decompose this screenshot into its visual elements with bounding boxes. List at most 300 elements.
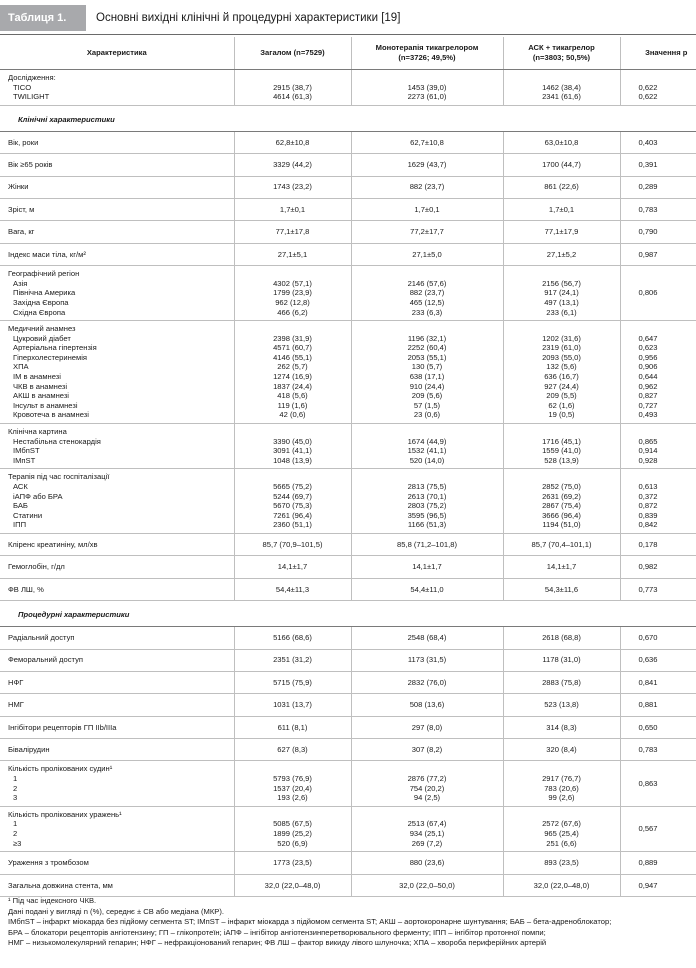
table-row-group (0, 70, 696, 106)
value-line: 0,842 (638, 520, 658, 530)
total-cell (234, 424, 351, 469)
table-row (0, 694, 696, 716)
table-row-group (0, 806, 696, 851)
value-line: 23 (0,6) (413, 410, 441, 420)
p-value-cell: 0,783 (620, 739, 696, 761)
col-header-characteristic: Характеристика (0, 37, 234, 70)
value-line: 934 (25,1) (409, 829, 445, 839)
value-line: 1202 (31,6) (542, 333, 581, 343)
dual-therapy-cell: 54,3±11,6 (503, 578, 620, 600)
value-line: 2867 (75,4) (542, 501, 581, 511)
value-line (352, 472, 503, 482)
row-label-line: Терапія під час госпіталізації (8, 472, 110, 482)
total-cell: 54,4±11,3 (234, 578, 351, 600)
row-label: Вага, кг (0, 221, 234, 243)
value-line: 0,623 (638, 343, 658, 353)
value-line (352, 427, 503, 437)
value-line: 0,647 (638, 333, 658, 343)
table-row (0, 533, 696, 555)
table-row (0, 627, 696, 649)
p-value-cell: 0,881 (620, 694, 696, 716)
value-line: 2252 (60,4) (407, 343, 447, 353)
value-line: 0,872 (638, 501, 658, 511)
row-label-line: АСК (13, 482, 28, 491)
dual-therapy-cell: 1700 (44,7) (503, 154, 620, 176)
monotherapy-cell: 1629 (43,7) (351, 154, 503, 176)
row-label-line: ≥3 (13, 838, 22, 848)
table-row-group (0, 266, 696, 321)
table-row (0, 176, 696, 198)
dual-therapy-cell: 85,7 (70,4–101,1) (503, 533, 620, 555)
col-header-monotherapy: Монотерапія тикагрелором (n=3726; 49,5%) (351, 37, 503, 70)
value-line: 965 (25,4) (544, 829, 579, 839)
monotherapy-cell: 1,7±0,1 (351, 198, 503, 220)
value-line: 233 (6,1) (546, 307, 577, 317)
row-label-line: Інсульт в анамнезі (13, 400, 78, 410)
value-line (352, 269, 503, 279)
value-line: 497 (13,1) (544, 297, 579, 307)
value-line: 57 (1,5) (413, 400, 441, 410)
p-value-cell: 0,636 (620, 649, 696, 671)
value-line (235, 269, 351, 279)
value-line: 5665 (75,2) (273, 482, 312, 491)
total-cell (234, 761, 351, 806)
total-cell: 62,8±10,8 (234, 131, 351, 153)
monotherapy-cell: 880 (23,6) (351, 852, 503, 874)
row-label-line: ІПП (13, 520, 27, 530)
value-line: 1837 (24,4) (273, 381, 312, 391)
table-row (0, 852, 696, 874)
p-value-cell: 0,650 (620, 716, 696, 738)
value-line: 910 (24,4) (409, 381, 445, 391)
table-row (0, 243, 696, 265)
table-body (0, 70, 696, 897)
row-label-line: Північна Америка (13, 288, 76, 298)
section-header-row (0, 601, 696, 627)
row-label: Жінки (0, 176, 234, 198)
value-line: 251 (6,6) (546, 838, 577, 848)
value-line: 2360 (51,1) (273, 520, 312, 530)
table-row (0, 578, 696, 600)
monotherapy-cell: 85,8 (71,2–101,8) (351, 533, 503, 555)
table-row (0, 874, 696, 896)
total-cell: 14,1±1,7 (234, 556, 351, 578)
dual-therapy-cell: 2883 (75,8) (503, 671, 620, 693)
row-label-line: TICO (13, 82, 32, 92)
row-label-line: Гіперхолестеринемія (13, 352, 88, 362)
value-line: 1799 (23,9) (273, 288, 312, 298)
dual-therapy-cell: 14,1±1,7 (503, 556, 620, 578)
p-value-cell (620, 469, 696, 534)
row-label: Гемоглобін, г/дл (0, 556, 234, 578)
value-line: 0,613 (638, 482, 658, 491)
value-line: 99 (2,6) (548, 793, 575, 803)
table-header (0, 0, 696, 36)
value-line: 4302 (57,1) (273, 278, 312, 288)
row-label (0, 321, 234, 424)
row-label-line: 2 (13, 829, 18, 839)
value-line: 1899 (25,2) (273, 829, 312, 839)
value-line: 0,914 (638, 446, 658, 456)
monotherapy-cell: 77,2±17,7 (351, 221, 503, 243)
monotherapy-cell (351, 70, 503, 106)
row-label-line: Клінічна картина (8, 427, 67, 437)
row-label-line: АКШ в анамнезі (13, 391, 69, 401)
dual-therapy-cell (503, 70, 620, 106)
dual-therapy-cell: 77,1±17,9 (503, 221, 620, 243)
table-row-group (0, 321, 696, 424)
row-label-line: 3 (13, 793, 18, 803)
row-label (0, 424, 234, 469)
dual-therapy-cell: 1,7±0,1 (503, 198, 620, 220)
value-line: 466 (6,2) (277, 307, 308, 317)
value-line: 2917 (76,7) (542, 774, 581, 784)
col-header-dual-therapy: АСК + тикагрелор (n=3803; 50,5%) (503, 37, 620, 70)
row-label: Зріст, м (0, 198, 234, 220)
table-row (0, 716, 696, 738)
value-line: 209 (5,5) (546, 391, 577, 401)
monotherapy-cell: 62,7±10,8 (351, 131, 503, 153)
table-row-group (0, 424, 696, 469)
value-line (235, 324, 351, 334)
value-line: 2053 (55,1) (407, 352, 447, 362)
row-label-line: 1 (13, 819, 18, 829)
table-number-tag: Таблиця 1. (0, 5, 86, 31)
monotherapy-cell: 882 (23,7) (351, 176, 503, 198)
col-header-total: Загалом (n=7529) (234, 37, 351, 70)
value-line: 1532 (41,1) (407, 446, 447, 456)
value-line: 2803 (75,2) (407, 501, 447, 511)
header-divider (0, 34, 696, 35)
value-line: 19 (0,5) (548, 410, 575, 420)
total-cell: 85,7 (70,9–101,5) (234, 533, 351, 555)
total-cell (234, 469, 351, 534)
monotherapy-cell: 14,1±1,7 (351, 556, 503, 578)
p-value-cell (620, 424, 696, 469)
row-label-line: Цукровий діабет (13, 333, 71, 343)
table-row (0, 198, 696, 220)
dual-therapy-cell (503, 424, 620, 469)
value-line: 0,962 (638, 381, 658, 391)
total-cell: 77,1±17,8 (234, 221, 351, 243)
table-title: Основні вихідні клінічні й процедурні характеристики [19] (96, 12, 401, 24)
characteristics-table (0, 37, 696, 897)
p-value-cell: 0,987 (620, 243, 696, 265)
monotherapy-cell: 508 (13,6) (351, 694, 503, 716)
row-label: Бівалірудин (0, 739, 234, 761)
value-line: 193 (2,6) (277, 793, 308, 803)
value-line: 520 (6,9) (277, 838, 308, 848)
value-line: 465 (12,5) (409, 297, 445, 307)
total-cell: 5715 (75,9) (234, 671, 351, 693)
dual-therapy-cell: 320 (8,4) (503, 739, 620, 761)
p-value-cell: 0,806 (620, 266, 696, 321)
value-line: 0,906 (638, 362, 658, 372)
footnote-line: НМГ – низькомолекулярний гепарин; НФГ – нефракціонований гепарин; ФВ ЛШ – фактор викиду лівого шлуночка; ХПА – хвороба периферійних артерій (8, 938, 547, 947)
value-line: 0,622 (638, 92, 658, 102)
monotherapy-cell (351, 469, 503, 534)
value-line: 3595 (96,5) (407, 510, 447, 520)
row-label-line: ІМбпST (13, 446, 40, 456)
footnote-line: ¹ Під час індексного ЧКВ. (8, 896, 97, 905)
value-line: 132 (5,6) (546, 362, 577, 372)
dual-therapy-cell (503, 469, 620, 534)
value-line: 0,727 (638, 400, 658, 410)
total-cell: 27,1±5,1 (234, 243, 351, 265)
p-value-cell: 0,403 (620, 131, 696, 153)
total-cell: 1743 (23,2) (234, 176, 351, 198)
table-row (0, 671, 696, 693)
value-line (352, 324, 503, 334)
table-row (0, 221, 696, 243)
value-line: 94 (2,5) (413, 793, 441, 803)
value-line: 2852 (75,0) (542, 482, 581, 491)
row-label-line: ХПА (13, 362, 29, 372)
total-cell: 5166 (68,6) (234, 627, 351, 649)
row-label: Індекс маси тіла, кг/м² (0, 243, 234, 265)
row-label: Вік, роки (0, 131, 234, 153)
monotherapy-cell: 27,1±5,0 (351, 243, 503, 265)
p-value-cell: 0,289 (620, 176, 696, 198)
total-cell: 32,0 (22,0–48,0) (234, 874, 351, 896)
value-line: 2613 (70,1) (407, 491, 447, 501)
value-line: 1462 (38,4) (542, 82, 581, 92)
value-line: 927 (24,4) (544, 381, 579, 391)
monotherapy-cell (351, 321, 503, 424)
value-line (352, 810, 503, 820)
value-line (504, 472, 620, 482)
p-value-cell: 0,178 (620, 533, 696, 555)
row-label-line: Дослідження: (8, 73, 56, 82)
p-value-cell: 0,982 (620, 556, 696, 578)
value-line (235, 764, 351, 774)
value-line: 4146 (55,1) (273, 352, 312, 362)
value-line (639, 73, 696, 83)
row-label: Інгібітори рецепторів ГП IIb/IIIa (0, 716, 234, 738)
value-line (235, 472, 351, 482)
p-value-cell: 0,947 (620, 874, 696, 896)
value-line: 1716 (45,1) (542, 436, 581, 446)
p-value-cell: 0,670 (620, 627, 696, 649)
dual-therapy-cell (503, 266, 620, 321)
table-row (0, 556, 696, 578)
value-line: 754 (20,2) (409, 783, 445, 793)
dual-therapy-cell: 893 (23,5) (503, 852, 620, 874)
row-label: НМГ (0, 694, 234, 716)
row-label-line: Статини (13, 510, 43, 520)
p-value-cell: 0,391 (620, 154, 696, 176)
value-line: 2631 (69,2) (542, 491, 581, 501)
dual-therapy-cell (503, 761, 620, 806)
row-label-line: ІМпST (13, 455, 36, 465)
p-value-cell: 0,773 (620, 578, 696, 600)
row-label-line: Східна Європа (13, 307, 66, 317)
section-title: Процедурні характеристики (0, 601, 696, 627)
value-line: 638 (17,1) (409, 372, 445, 382)
total-cell: 1031 (13,7) (234, 694, 351, 716)
row-label-line: Медичний анамнез (8, 324, 76, 334)
value-line: 528 (13,9) (544, 455, 579, 465)
value-line: 1194 (51,0) (542, 520, 581, 530)
value-line (352, 73, 503, 83)
footnote-line: БРА – блокатори рецепторів ангіотензину; ГП – глікопротеїн; іАПФ – інгібітор ангіотензинперетворювального ферменту; ІПП – інгібітор протонної помпи; (8, 927, 546, 937)
monotherapy-cell: 297 (8,0) (351, 716, 503, 738)
row-label-line: TWILIGHT (13, 92, 50, 102)
value-line: 2572 (67,6) (542, 819, 581, 829)
table-row-group (0, 761, 696, 806)
footnotes (0, 896, 696, 949)
row-label (0, 806, 234, 851)
monotherapy-cell: 2832 (76,0) (351, 671, 503, 693)
monotherapy-cell: 1173 (31,5) (351, 649, 503, 671)
value-line: 4614 (61,3) (273, 92, 312, 102)
total-cell: 2351 (31,2) (234, 649, 351, 671)
value-line: 1196 (32,1) (407, 333, 447, 343)
dual-therapy-cell: 1178 (31,0) (503, 649, 620, 671)
monotherapy-cell: 307 (8,2) (351, 739, 503, 761)
value-line: 269 (7,2) (411, 838, 443, 848)
value-line: 2398 (31,9) (273, 333, 312, 343)
value-line: 4571 (60,7) (273, 343, 312, 353)
value-line (504, 269, 620, 279)
value-line: 0,827 (638, 391, 658, 401)
total-cell (234, 70, 351, 106)
monotherapy-cell (351, 806, 503, 851)
value-line: 0,493 (638, 410, 658, 420)
table-row (0, 131, 696, 153)
value-line: 1537 (20,4) (273, 783, 312, 793)
section-title: Клінічні характеристики (0, 105, 696, 131)
row-label-line: іАПФ або БРА (13, 491, 63, 501)
value-line: 1048 (13,9) (273, 455, 312, 465)
value-line: 1166 (51,3) (407, 520, 447, 530)
row-label: Загальна довжина стента, мм (0, 874, 234, 896)
value-line: 1559 (41,0) (542, 446, 581, 456)
row-label (0, 266, 234, 321)
value-line: 1674 (44,9) (407, 436, 447, 446)
value-line (235, 427, 351, 437)
table-row (0, 649, 696, 671)
row-label: Ураження з тромбозом (0, 852, 234, 874)
section-header-row (0, 105, 696, 131)
p-value-cell: 0,567 (620, 806, 696, 851)
value-line: 520 (14,0) (409, 455, 445, 465)
value-line (504, 427, 620, 437)
row-label: Феморальний доступ (0, 649, 234, 671)
value-line (352, 764, 503, 774)
total-cell: 611 (8,1) (234, 716, 351, 738)
row-label: НФГ (0, 671, 234, 693)
value-line: 5244 (69,7) (273, 491, 312, 501)
row-label-line: Азія (13, 278, 28, 288)
total-cell: 1,7±0,1 (234, 198, 351, 220)
row-label: Радіальний доступ (0, 627, 234, 649)
value-line: 5670 (75,3) (273, 501, 312, 511)
table-row-group (0, 469, 696, 534)
monotherapy-cell: 54,4±11,0 (351, 578, 503, 600)
value-line: 1453 (39,0) (407, 82, 447, 92)
total-cell: 627 (8,3) (234, 739, 351, 761)
value-line: 917 (24,1) (544, 288, 579, 298)
value-line: 3390 (45,0) (273, 436, 312, 446)
value-line: 3091 (41,1) (273, 446, 312, 456)
value-line: 2156 (56,7) (542, 278, 581, 288)
value-line: 2093 (55,0) (542, 352, 581, 362)
value-line: 2273 (61,0) (407, 92, 447, 102)
dual-therapy-cell: 314 (8,3) (503, 716, 620, 738)
value-line: 0,865 (638, 436, 658, 446)
monotherapy-cell (351, 761, 503, 806)
table-head-row (0, 37, 696, 70)
value-line: 0,839 (638, 510, 658, 520)
row-label-line: БАБ (13, 501, 28, 511)
p-value-cell (620, 70, 696, 106)
row-label-line: Кількість пролікованих уражень¹ (8, 809, 122, 819)
p-value-cell: 0,889 (620, 852, 696, 874)
row-label-line: Нестабільна стенокардія (13, 436, 101, 446)
p-value-cell: 0,863 (620, 761, 696, 806)
value-line: 62 (1,6) (548, 400, 575, 410)
value-line: 2146 (57,6) (407, 278, 447, 288)
value-line: 0,956 (638, 352, 658, 362)
value-line: 262 (5,7) (277, 362, 308, 372)
dual-therapy-cell: 63,0±10,8 (503, 131, 620, 153)
value-line (504, 810, 620, 820)
value-line: 209 (5,6) (411, 391, 443, 401)
total-cell (234, 321, 351, 424)
value-line (235, 810, 351, 820)
value-line: 962 (12,8) (275, 297, 310, 307)
total-cell: 3329 (44,2) (234, 154, 351, 176)
value-line: 3666 (96,4) (542, 510, 581, 520)
monotherapy-cell (351, 424, 503, 469)
value-line (504, 324, 620, 334)
row-label-line: Західна Європа (13, 297, 69, 307)
row-label-line: Артеріальна гіпертензія (13, 343, 97, 353)
value-line: 0,928 (638, 455, 658, 465)
row-label-line: ІМ в анамнезі (13, 372, 61, 382)
value-line: 1274 (16,9) (273, 372, 312, 382)
p-value-cell: 0,790 (620, 221, 696, 243)
value-line: 119 (1,6) (277, 400, 308, 410)
row-label-line: Кровотеча в анамнезі (13, 410, 89, 420)
row-label-line: ЧКВ в анамнезі (13, 381, 68, 391)
table-row (0, 739, 696, 761)
footnote-line: Дані подані у вигляді n (%), середнє ± СВ або медіана (МКР). (8, 906, 224, 916)
value-line (235, 73, 351, 83)
row-label-line: 2 (13, 783, 18, 793)
value-line: 0,622 (638, 82, 658, 92)
value-line: 882 (23,7) (409, 288, 445, 298)
dual-therapy-cell: 27,1±5,2 (503, 243, 620, 265)
monotherapy-cell: 2548 (68,4) (351, 627, 503, 649)
value-line: 7261 (96,4) (273, 510, 312, 520)
row-label: ФВ ЛШ, % (0, 578, 234, 600)
value-line: 0,644 (638, 372, 658, 382)
col-header-p-value: Значення р (620, 37, 696, 70)
value-line: 42 (0,6) (279, 410, 306, 420)
value-line: 5793 (76,9) (273, 774, 312, 784)
total-cell (234, 266, 351, 321)
value-line: 2341 (61,6) (542, 92, 581, 102)
value-line: 2813 (75,5) (407, 482, 447, 491)
footnote-line: ІМбпST – інфаркт міокарда без підйому сегмента ST; ІМпST – інфаркт міокарда з підйомом сегмента ST; АКШ – аортокоронарне шунтування; БАБ – бета-адреноблокатор; (8, 917, 612, 926)
value-line: 636 (16,7) (544, 372, 579, 382)
row-label (0, 469, 234, 534)
value-line: 5085 (67,5) (273, 819, 312, 829)
total-cell (234, 806, 351, 851)
dual-therapy-cell: 861 (22,6) (503, 176, 620, 198)
